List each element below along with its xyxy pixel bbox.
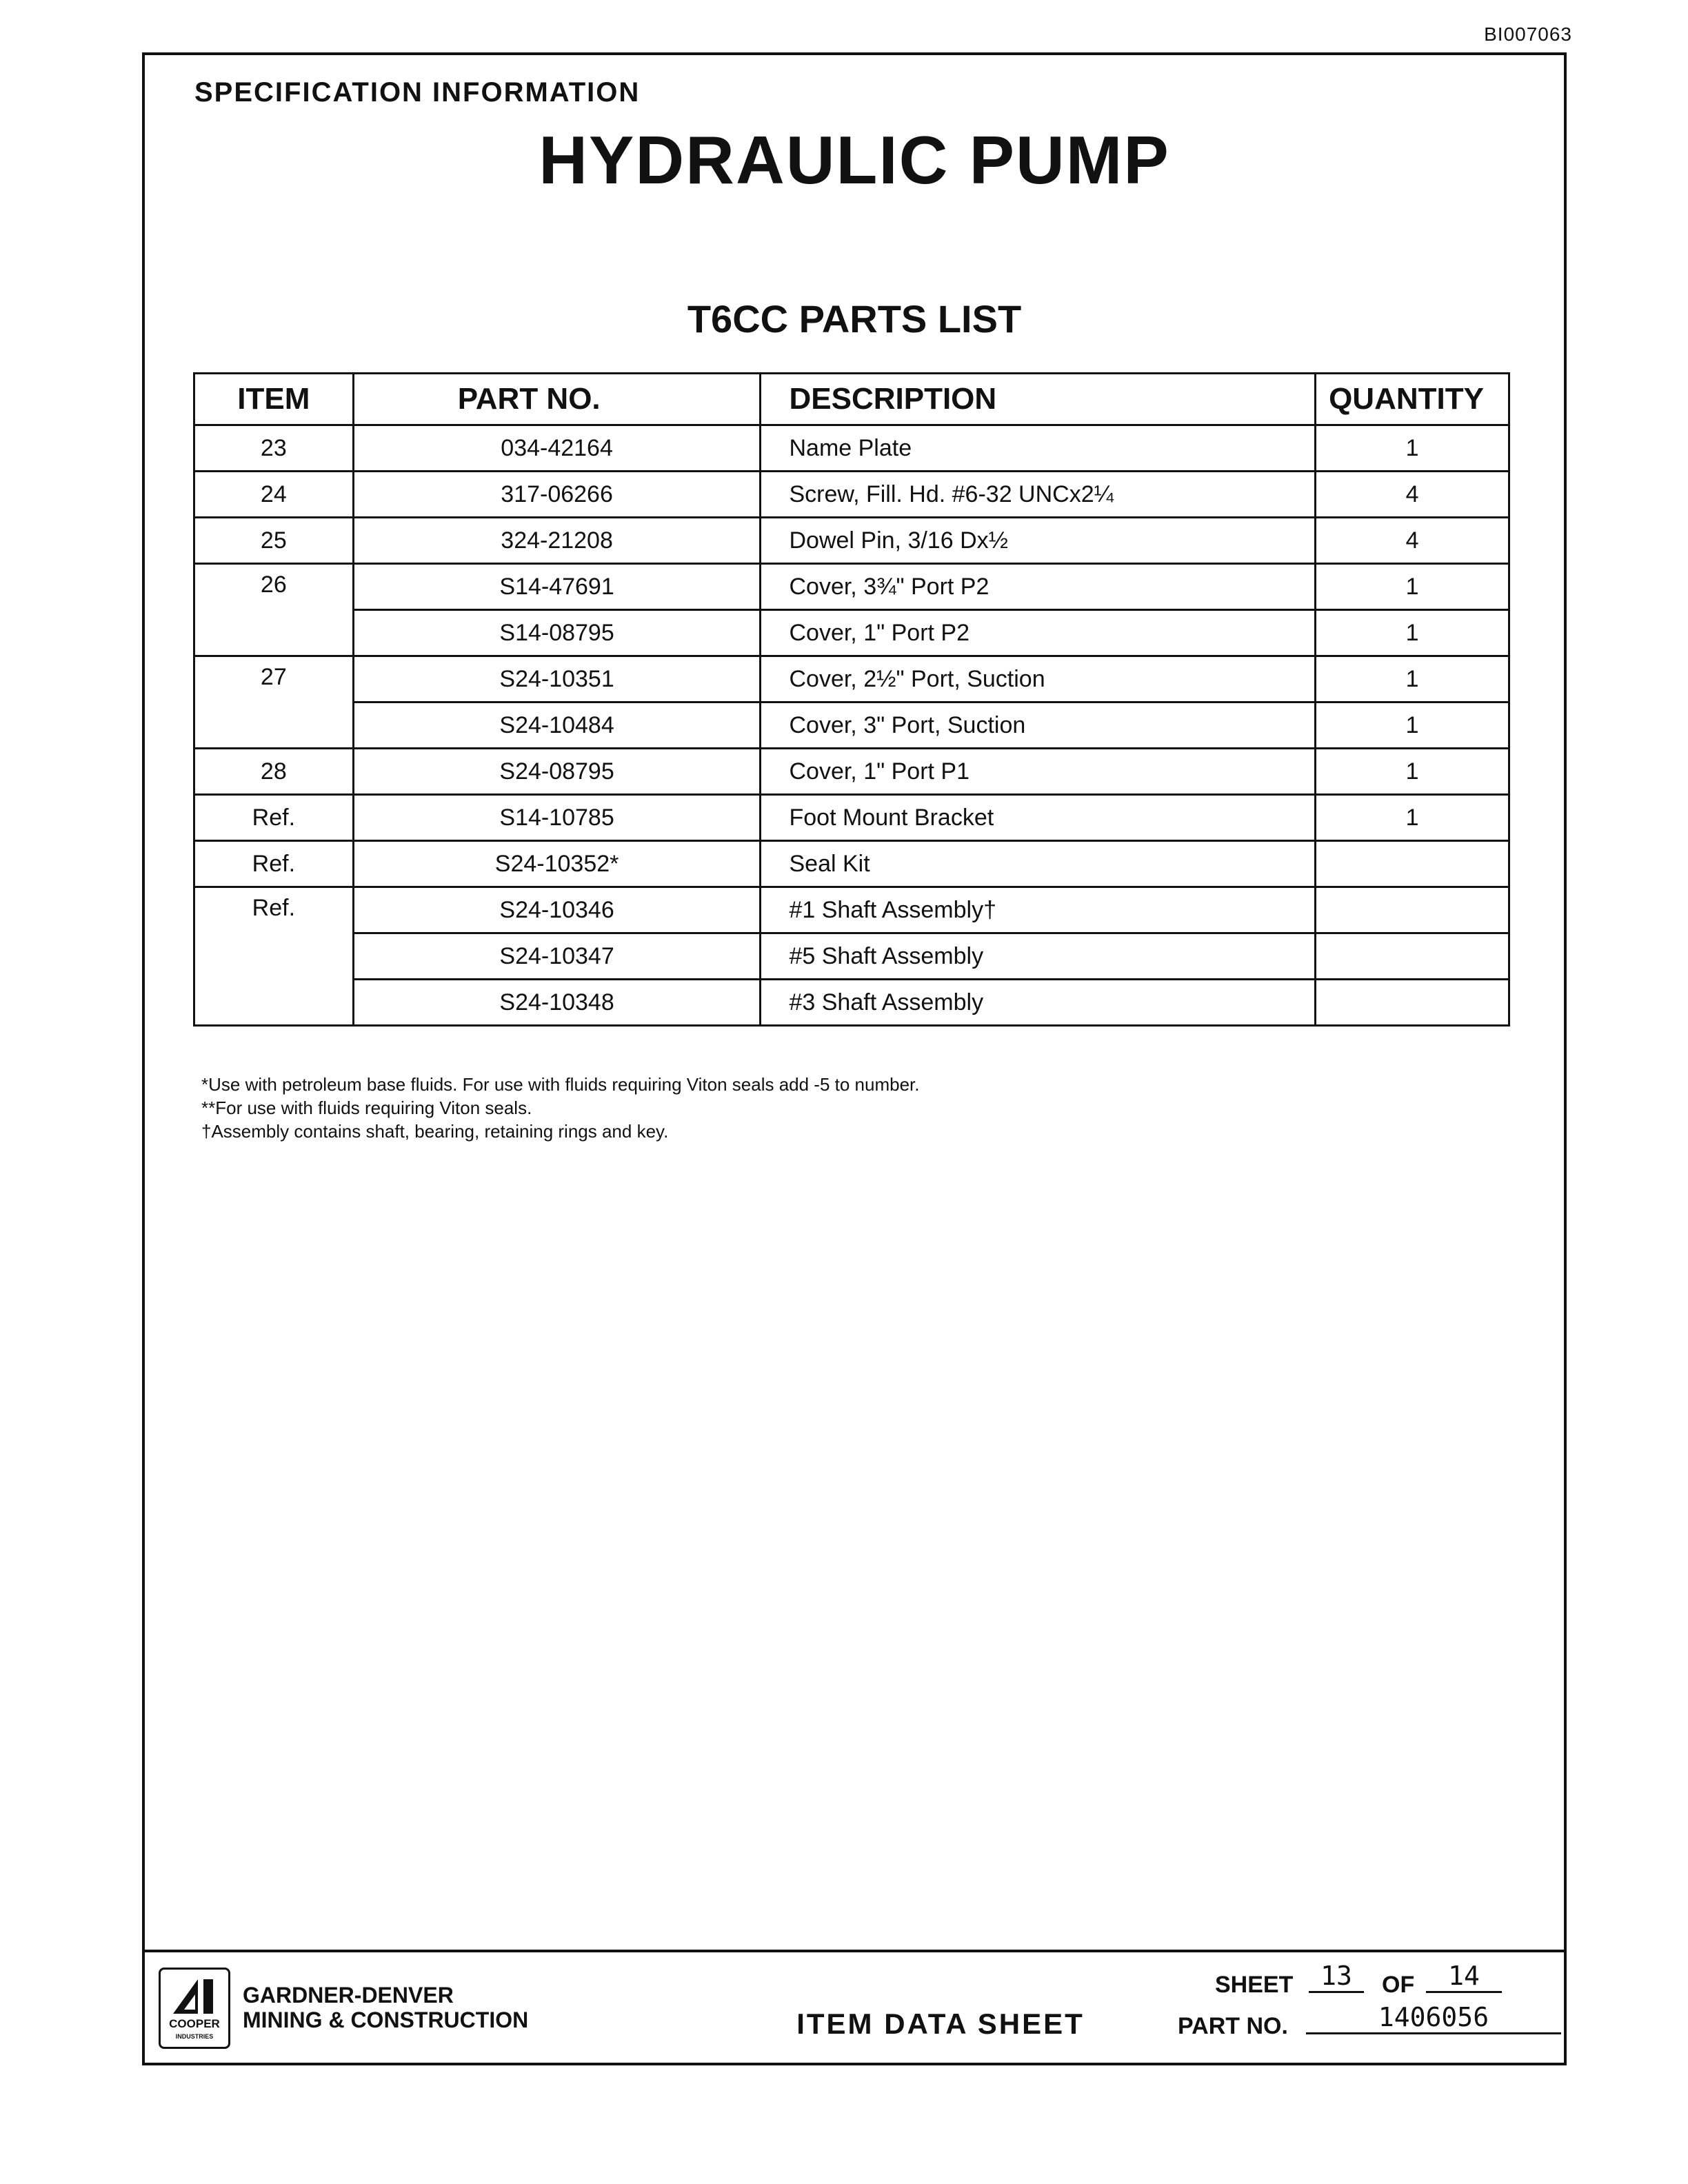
description-cell: Foot Mount Bracket [761, 795, 1316, 841]
item-cell: Ref. [194, 887, 354, 1026]
item-cell: 27 [194, 656, 354, 749]
sheet-of-label: OF [1382, 1972, 1415, 1998]
part-no-cell: 034-42164 [353, 425, 761, 472]
part-no-label: PART NO. [1178, 2013, 1288, 2039]
part-no-cell: S24-10484 [353, 702, 761, 749]
table-row [194, 980, 1509, 1026]
part-no-cell: S24-10347 [353, 933, 761, 980]
table-row [194, 425, 1509, 472]
table-row [194, 610, 1509, 656]
quantity-cell: 1 [1316, 564, 1509, 610]
quantity-cell: 1 [1316, 749, 1509, 795]
quantity-cell: 4 [1316, 518, 1509, 564]
title-block [145, 1950, 1564, 2063]
description-cell: Name Plate [761, 425, 1316, 472]
part-no-cell: 317-06266 [353, 472, 761, 518]
footnotes [201, 1073, 920, 1143]
table-header-row [194, 374, 1509, 425]
description-cell: #3 Shaft Assembly [761, 980, 1316, 1026]
logo-text: COOPER [169, 2017, 220, 2030]
description-cell: Dowel Pin, 3/16 Dx½ [761, 518, 1316, 564]
part-no-cell: S24-10352* [353, 841, 761, 887]
spec-sheet-frame [142, 52, 1567, 2065]
item-cell: Ref. [194, 841, 354, 887]
description-cell: Cover, 3" Port, Suction [761, 702, 1316, 749]
table-row [194, 795, 1509, 841]
part-no-cell: S24-08795 [353, 749, 761, 795]
table-row [194, 887, 1509, 933]
quantity-cell [1316, 980, 1509, 1026]
column-header-item: ITEM [194, 374, 354, 425]
section-label: SPECIFICATION INFORMATION [194, 77, 641, 108]
footnote-petroleum: *Use with petroleum base fluids. For use with fluids requiring Viton seals add -5 to number. [201, 1074, 920, 1095]
document-type: ITEM DATA SHEET [796, 2008, 1085, 2040]
item-cell: 28 [194, 749, 354, 795]
document-id: BI007063 [1484, 23, 1572, 45]
part-no-value: 1406056 [1306, 2002, 1561, 2034]
quantity-cell [1316, 841, 1509, 887]
footnote-viton: **For use with fluids requiring Viton seals. [201, 1098, 532, 1118]
quantity-cell [1316, 887, 1509, 933]
part-no-cell: S24-10346 [353, 887, 761, 933]
footnote-assembly: †Assembly contains shaft, bearing, retaining rings and key. [201, 1121, 669, 1142]
table-row [194, 841, 1509, 887]
table-row [194, 518, 1509, 564]
quantity-cell: 1 [1316, 656, 1509, 702]
description-cell: Cover, 2½" Port, Suction [761, 656, 1316, 702]
table-row [194, 702, 1509, 749]
part-no-cell: S24-10348 [353, 980, 761, 1026]
table-row [194, 472, 1509, 518]
column-header-description: DESCRIPTION [761, 374, 1316, 425]
sheet-number: 13 [1309, 1961, 1364, 1993]
part-no-cell: S14-08795 [353, 610, 761, 656]
quantity-cell [1316, 933, 1509, 980]
item-cell: 23 [194, 425, 354, 472]
parts-table [193, 372, 1510, 1027]
description-cell: Cover, 1" Port P2 [761, 610, 1316, 656]
description-cell: #5 Shaft Assembly [761, 933, 1316, 980]
item-cell: Ref. [194, 795, 354, 841]
company-name-line1: GARDNER-DENVER [243, 1983, 454, 2008]
quantity-cell: 1 [1316, 425, 1509, 472]
company-name-line2: MINING & CONSTRUCTION [243, 2008, 529, 2032]
column-header-quantity: QUANTITY [1316, 374, 1509, 425]
description-cell: Cover, 3¾" Port P2 [761, 564, 1316, 610]
item-cell: 26 [194, 564, 354, 656]
sheet-label: SHEET [1215, 1972, 1294, 1998]
quantity-cell: 1 [1316, 702, 1509, 749]
page-title: HYDRAULIC PUMP [539, 122, 1170, 198]
description-cell: Cover, 1" Port P1 [761, 749, 1316, 795]
sheet-total: 14 [1426, 1961, 1502, 1993]
part-number-line [1178, 2002, 1564, 2048]
logo-subtext: INDUSTRIES [175, 2033, 214, 2040]
column-header-part-no: PART NO. [353, 374, 761, 425]
part-no-cell: 324-21208 [353, 518, 761, 564]
part-no-cell: S14-47691 [353, 564, 761, 610]
table-row [194, 749, 1509, 795]
table-row [194, 656, 1509, 702]
item-cell: 25 [194, 518, 354, 564]
part-no-cell: S14-10785 [353, 795, 761, 841]
parts-list-title: T6CC PARTS LIST [687, 297, 1022, 341]
item-cell: 24 [194, 472, 354, 518]
description-cell: Screw, Fill. Hd. #6-32 UNCx2¼ [761, 472, 1316, 518]
sheet-number-line [1178, 1961, 1564, 2006]
table-row [194, 933, 1509, 980]
quantity-cell: 1 [1316, 795, 1509, 841]
sheet-info [1178, 1961, 1564, 2048]
table-row [194, 564, 1509, 610]
description-cell: Seal Kit [761, 841, 1316, 887]
quantity-cell: 4 [1316, 472, 1509, 518]
part-no-cell: S24-10351 [353, 656, 761, 702]
quantity-cell: 1 [1316, 610, 1509, 656]
description-cell: #1 Shaft Assembly† [761, 887, 1316, 933]
